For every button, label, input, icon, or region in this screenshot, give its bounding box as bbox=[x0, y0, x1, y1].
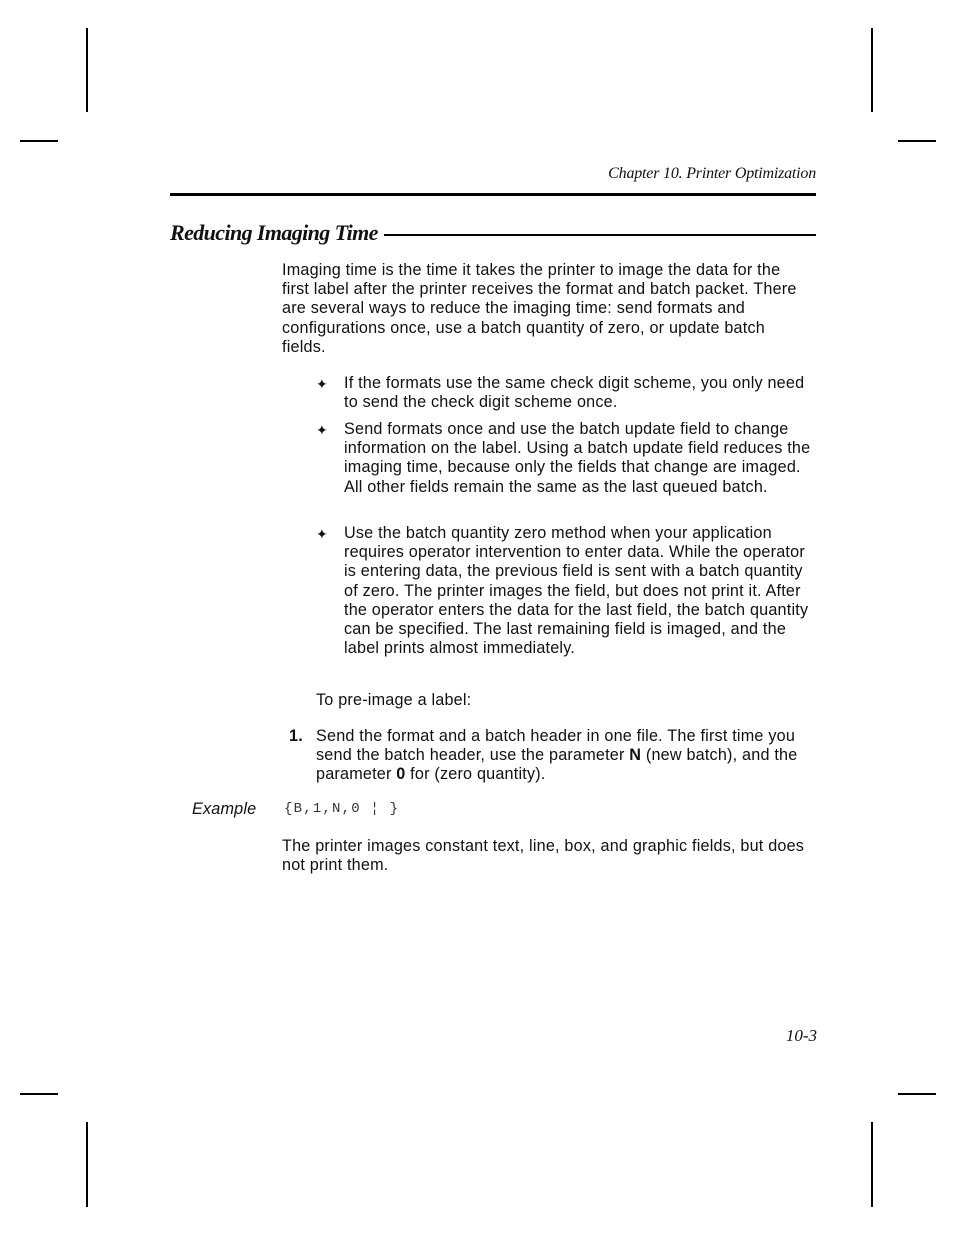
step-number: 1. bbox=[289, 727, 303, 745]
bullet-item: Send formats once and use the batch update field to change information on the label. Using a batch update field reduces the imaging time, because only the fields that change are imaged. All other fields remain the same as the last queued batch. bbox=[344, 420, 811, 496]
param-zero: 0 bbox=[396, 765, 406, 784]
crop-mark-top-left-vertical bbox=[86, 28, 88, 112]
crop-mark-bottom-left-horizontal bbox=[20, 1093, 58, 1095]
crop-mark-bottom-left-vertical bbox=[86, 1122, 88, 1207]
example-code: {B,1,N,0 ¦ } bbox=[284, 801, 400, 817]
example-label: Example bbox=[192, 800, 257, 818]
header-rule bbox=[170, 193, 816, 196]
section-title: Reducing Imaging Time bbox=[170, 220, 378, 245]
section-title-rule bbox=[384, 234, 816, 236]
bullet-item: Use the batch quantity zero method when your application requires operator intervention to enter data. While the operator is entering data, the previous field is sent with a batch quantity of zero. The printer images the field, but does not print it. After the operator enters the data for the last field, the batch quantity can be specified. The last remaining field is imaged, and the label prints almost immediately. bbox=[344, 524, 809, 658]
bullet-icon: ✦ bbox=[316, 424, 328, 439]
crop-mark-top-left-horizontal bbox=[20, 140, 58, 142]
bullet-icon: ✦ bbox=[316, 528, 328, 543]
running-head: Chapter 10. Printer Optimization bbox=[608, 165, 816, 182]
bullet-icon: ✦ bbox=[316, 378, 328, 393]
crop-mark-bottom-right-vertical bbox=[871, 1122, 873, 1207]
page-number: 10-3 bbox=[785, 1026, 817, 1045]
intro-paragraph: Imaging time is the time it takes the printer to image the data for the first label after the printer receives the format and batch packet. There are several ways to reduce the imaging time: send formats and configurations once, use a batch quantity of zero, or update batch fields. bbox=[282, 261, 797, 356]
bullet-item: If the formats use the same check digit scheme, you only need to send the check digit scheme once. bbox=[344, 374, 805, 412]
crop-mark-top-right-horizontal bbox=[898, 140, 936, 142]
step-text: Send the format and a batch header in one file. The first time you send the batch header, use the parameter N (new batch), and the parameter 0 for (zero quantity). bbox=[316, 727, 798, 784]
crop-mark-top-right-vertical bbox=[871, 28, 873, 112]
closing-paragraph: The printer images constant text, line, box, and graphic fields, but does not print them. bbox=[282, 837, 805, 875]
crop-mark-bottom-right-horizontal bbox=[898, 1093, 936, 1095]
preimage-intro: To pre-image a label: bbox=[316, 691, 472, 709]
section-heading bbox=[170, 218, 816, 248]
param-n: N bbox=[629, 746, 642, 765]
